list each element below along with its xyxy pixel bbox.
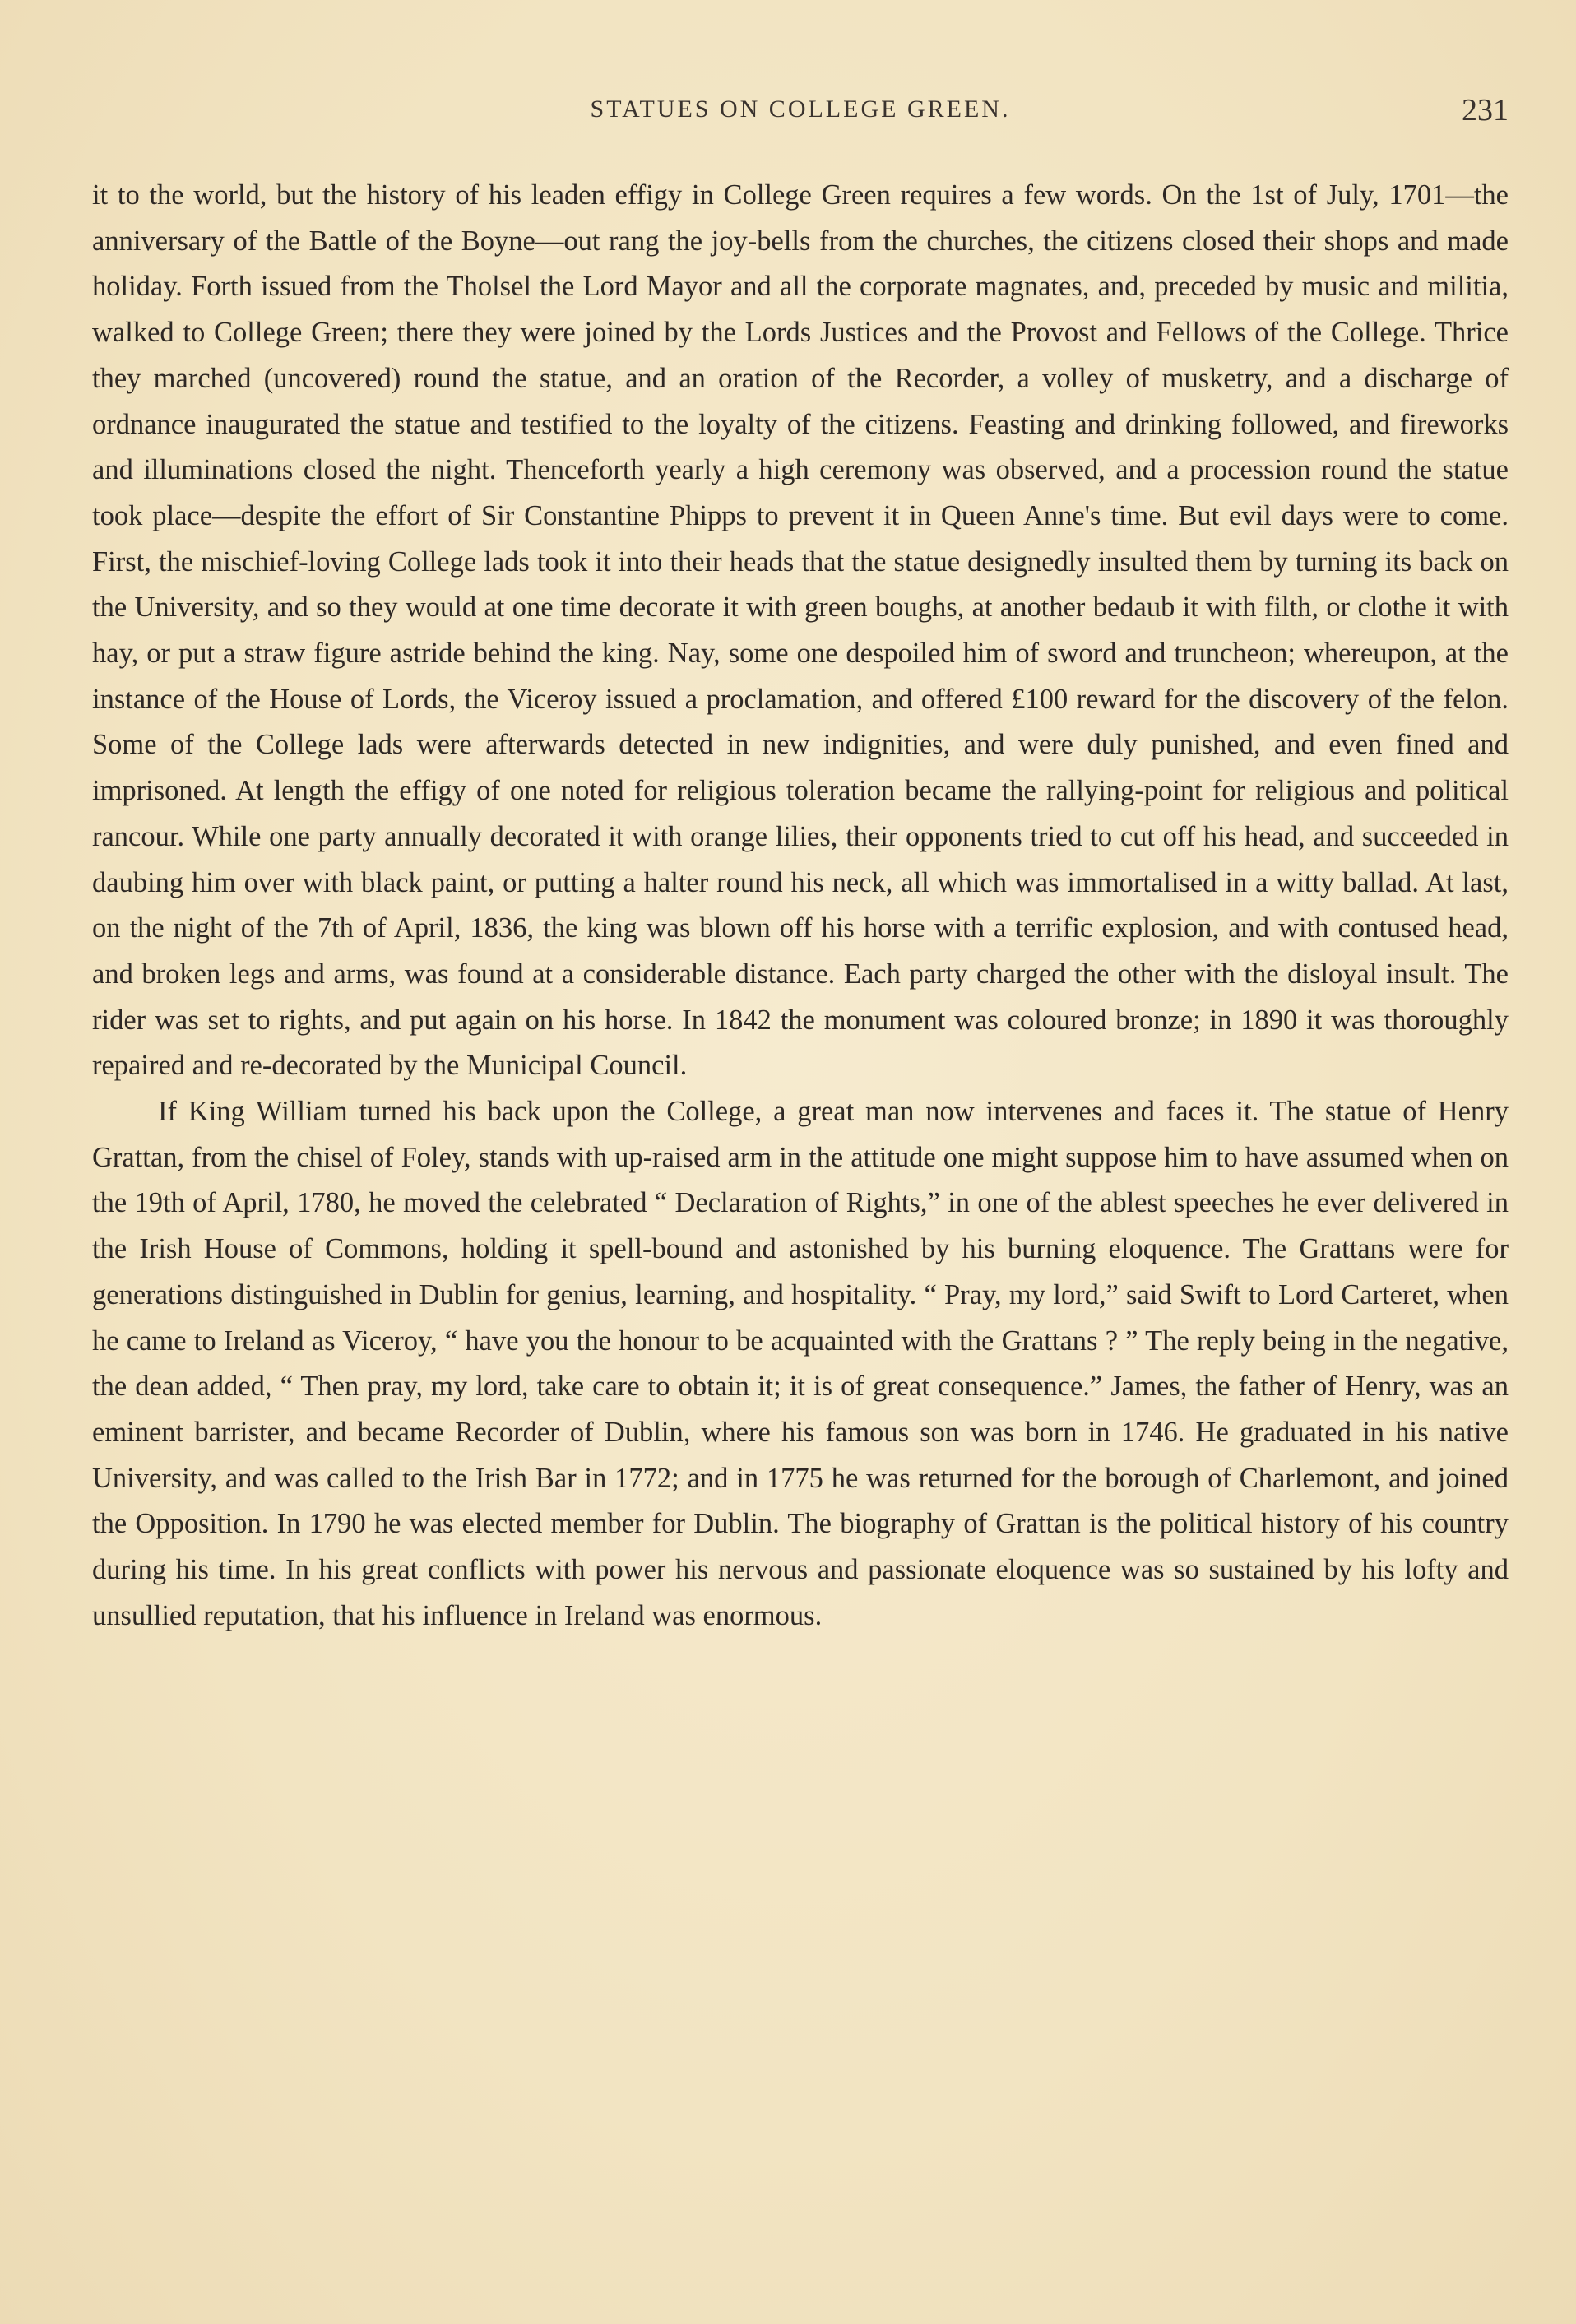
page-number: 231 bbox=[1462, 93, 1509, 128]
running-title: STATUES ON COLLEGE GREEN. bbox=[590, 95, 1011, 123]
body-text bbox=[92, 173, 1509, 1640]
paragraph-grattan-statue: If King William turned his back upon the College, a great man now intervenes and faces it. The statue of Henry Grattan, from the chisel of Foley, stands with up-raised arm in the attitude one might suppose him to have assumed when on the 19th of April, 1780, he moved the celebrated “ Declaration of Rights,” in one of the ablest speeches he ever delivered in the Irish House of Commons, holding it spell-bound and astonished by his burning eloquence. The Grattans were for generations distinguished in Dublin for genius, learning, and hospitality. “ Pray, my lord,” said Swift to Lord Carteret, when he came to Ireland as Viceroy, “ have you the honour to be acquainted with the Grattans ? ” The reply being in the negative, the dean added, “ Then pray, my lord, take care to obtain it; it is of great consequence.” James, the father of Henry, was an eminent barrister, and became Recorder of Dublin, where his famous son was born in 1746. He graduated in his native University, and was called to the Irish Bar in 1772; and in 1775 he was returned for the borough of Charlemont, and joined the Opposition. In 1790 he was elected member for Dublin. The biography of Grattan is the political history of his country during his time. In his great conflicts with power his nervous and passionate eloquence was so sustained by his lofty and unsullied reputation, that his influence in Ireland was enormous. bbox=[92, 1096, 1509, 1631]
paragraph-king-william-statue: it to the world, but the history of his leaden effigy in College Green requires a few words. On the 1st of July, 1701—the anniversary of the Battle of the Boyne—out rang the joy-bells from the churches, the citizens closed their shops and made holiday. Forth issued from the Tholsel the Lord Mayor and all the corporate magnates, and, preceded by music and militia, walked to College Green; there they were joined by the Lords Justices and the Provost and Fellows of the College. Thrice they marched (uncovered) round the statue, and an oration of the Recorder, a volley of musketry, and a discharge of ordnance inaugurated the statue and testified to the loyalty of the citizens. Feasting and drinking followed, and fireworks and illuminations closed the night. Thenceforth yearly a high ceremony was observed, and a procession round the statue took place—despite the effort of Sir Constantine Phipps to prevent it in Queen Anne's time. But evil days were to come. First, the mischief-loving College lads took it into their heads that the statue designedly insulted them by turning its back on the University, and so they would at one time decorate it with green boughs, at another bedaub it with filth, or clothe it with hay, or put a straw figure astride behind the king. Nay, some one despoiled him of sword and truncheon; whereupon, at the instance of the House of Lords, the Viceroy issued a proclamation, and offered £100 reward for the discovery of the felon. Some of the College lads were afterwards detected in new indignities, and were duly punished, and even fined and imprisoned. At length the effigy of one noted for religious toleration became the rallying-point for religious and political rancour. While one party annually decorated it with orange lilies, their opponents tried to cut off his head, and succeeded in daubing him over with black paint, or putting a halter round his neck, all which was immortalised in a witty ballad. At last, on the night of the 7th of April, 1836, the king was blown off his horse with a terrific explosion, and with contused head, and broken legs and arms, was found at a considerable distance. Each party charged the other with the disloyal insult. The rider was set to rights, and put again on his horse. In 1842 the monument was coloured bronze; in 1890 it was thoroughly repaired and re-decorated by the Municipal Council. bbox=[92, 179, 1509, 1082]
running-header bbox=[92, 89, 1509, 138]
